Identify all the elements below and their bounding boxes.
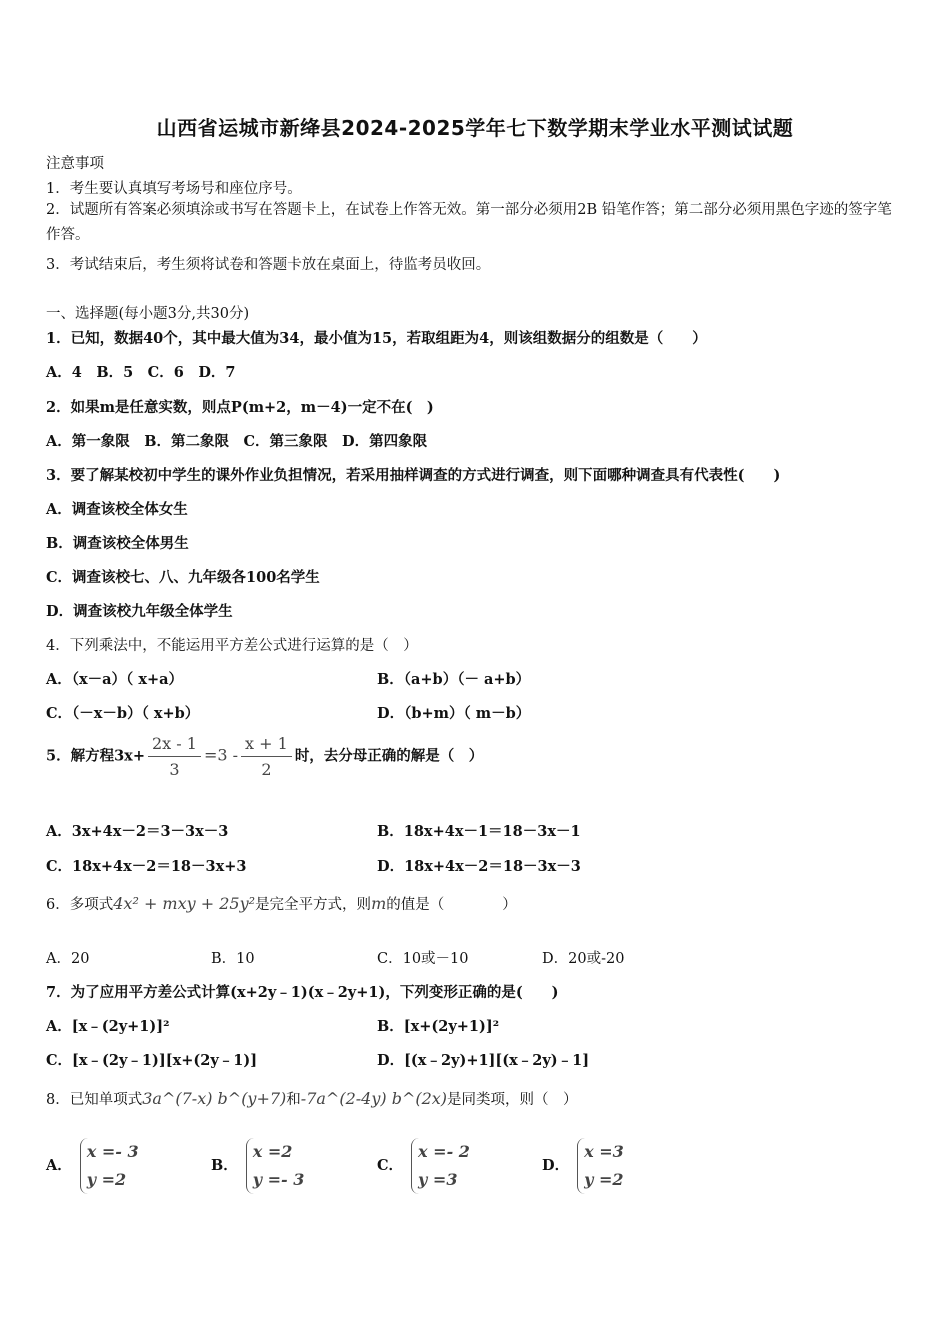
question-4-stem: 4．下列乘法中，不能运用平方差公式进行运算的是（ ）	[46, 638, 418, 654]
question-8-monomial-2: -7a^(2-4y) b^(2x)	[300, 1089, 448, 1108]
option-b-label: B．	[211, 1157, 238, 1174]
question-4-option-b: B．（a+b）（－ a+b）	[377, 671, 531, 688]
option-a-y: y =2	[86, 1170, 127, 1189]
question-4-option-c: C．（－x－b）（ x+b）	[46, 705, 200, 722]
question-7-option-a: A．[x﹣(2y+1)]²	[46, 1018, 170, 1035]
question-6-mid: 是完全平方式，则	[255, 897, 372, 913]
option-d-label: D．	[542, 1157, 570, 1174]
notice-heading: 注意事项	[46, 156, 104, 172]
question-8-monomial-1: 3a^(7-x) b^(y+7)	[142, 1089, 287, 1108]
option-a-system	[80, 1138, 139, 1194]
question-5-stem	[46, 734, 483, 779]
option-c-y: y =3	[418, 1170, 458, 1189]
question-6-option-b: B．10	[211, 951, 255, 967]
fraction-2-numerator: x + 1	[241, 734, 292, 757]
question-6-option-a: A．20	[46, 951, 90, 967]
question-8-option-c	[377, 1138, 470, 1194]
option-b-system	[246, 1138, 305, 1194]
question-5-prefix: 5．解方程3x+	[46, 747, 145, 765]
fraction-2-denominator: 2	[261, 760, 272, 779]
question-8-option-b	[211, 1138, 304, 1194]
fraction-1-numerator: 2x - 1	[148, 734, 201, 757]
option-c-system	[411, 1138, 470, 1194]
question-3-option-a: A．调查该校全体女生	[46, 501, 188, 518]
option-c-x: x =- 2	[418, 1142, 470, 1161]
option-b-y: y =- 3	[252, 1170, 305, 1189]
question-5-option-a: A．3x+4x－2＝3－3x－3	[46, 823, 229, 840]
option-a-x: x =- 3	[86, 1142, 139, 1161]
fraction-1-denominator: 3	[169, 760, 180, 779]
question-8-option-a	[46, 1138, 139, 1194]
question-3-option-d: D．调查该校九年级全体学生	[46, 603, 233, 620]
question-5-fraction-2	[241, 734, 292, 779]
question-6-stem	[46, 893, 517, 914]
page-title: 山西省运城市新绛县2024-2025学年七下数学期末学业水平测试试题	[156, 116, 794, 140]
question-7-stem: 7．为了应用平方差公式计算(x+2y﹣1)(x﹣2y+1)，下列变形正确的是( )	[46, 984, 559, 1001]
option-a-label: A．	[46, 1157, 72, 1174]
notice-item-2: 2．试题所有答案必须填涂或书写在答题卡上，在试卷上作答无效。第一部分必须用2B 铅笔作答；第二部分必须用黑色字迹的签字笔作答。	[46, 202, 892, 243]
question-4-option-d: D．（b+m）（ m－b）	[377, 705, 531, 722]
question-5-equals: =3 -	[203, 745, 239, 765]
question-5-option-d: D．18x+4x－2＝18－3x－3	[377, 858, 581, 875]
question-1-options: A．4 B．5 C．6 D．7	[46, 364, 236, 381]
question-4-option-a: A．（x－a）（ x+a）	[46, 671, 184, 688]
question-1-stem: 1．已知，数据40个，其中最大值为34，最小值为15，若取组距为4，则该组数据分的组数是（ ）	[46, 330, 707, 347]
option-d-system	[577, 1138, 624, 1194]
question-3-stem: 3．要了解某校初中学生的课外作业负担情况，若采用抽样调查的方式进行调查，则下面哪种调查具有代表性( )	[46, 467, 781, 484]
question-5-option-b: B．18x+4x－1＝18－3x－1	[377, 823, 581, 840]
question-6-variable: m	[371, 894, 387, 913]
question-5-fraction-1	[148, 734, 201, 779]
option-c-label: C．	[377, 1157, 404, 1174]
option-d-x: x =3	[584, 1142, 624, 1161]
question-7-option-b: B．[x+(2y+1)]²	[377, 1018, 500, 1035]
question-2-stem: 2．如果m是任意实数，则点P(m+2，m－4)一定不在( )	[46, 399, 434, 416]
question-3-option-b: B．调查该校全体男生	[46, 535, 189, 552]
question-7-option-d: D．[(x﹣2y)+1][(x﹣2y)﹣1]	[377, 1052, 590, 1069]
question-5-suffix: 时，去分母正确的解是（ ）	[294, 747, 484, 765]
notice-item-1: 1．考生要认真填写考场号和座位序号。	[46, 181, 302, 197]
question-8-suffix: 是同类项，则（ ）	[447, 1092, 578, 1108]
section-heading: 一、选择题(每小题3分,共30分)	[46, 306, 250, 322]
notice-item-3: 3．考试结束后，考生须将试卷和答题卡放在桌面上，待监考员收回。	[46, 257, 491, 273]
question-3-option-c: C．调查该校七、八、九年级各100名学生	[46, 569, 320, 586]
question-5-option-c: C．18x+4x－2＝18－3x+3	[46, 858, 247, 875]
question-8-stem	[46, 1088, 578, 1109]
question-6-option-c: C．10或－10	[377, 951, 469, 967]
option-b-x: x =2	[252, 1142, 293, 1161]
question-2-options: A．第一象限 B．第二象限 C．第三象限 D．第四象限	[46, 433, 428, 450]
question-8-and: 和	[286, 1092, 301, 1108]
option-d-y: y =2	[584, 1170, 624, 1189]
question-8-option-d	[542, 1138, 624, 1194]
question-8-prefix: 8．已知单项式	[46, 1092, 143, 1108]
question-7-option-c: C．[x﹣(2y﹣1)][x+(2y﹣1)]	[46, 1052, 258, 1069]
question-6-prefix: 6．多项式	[46, 897, 114, 913]
question-6-option-d: D．20或-20	[542, 951, 625, 967]
question-6-expression: 4x² + mxy + 25y²	[113, 894, 256, 913]
question-6-suffix: 的值是（ ）	[386, 897, 517, 913]
